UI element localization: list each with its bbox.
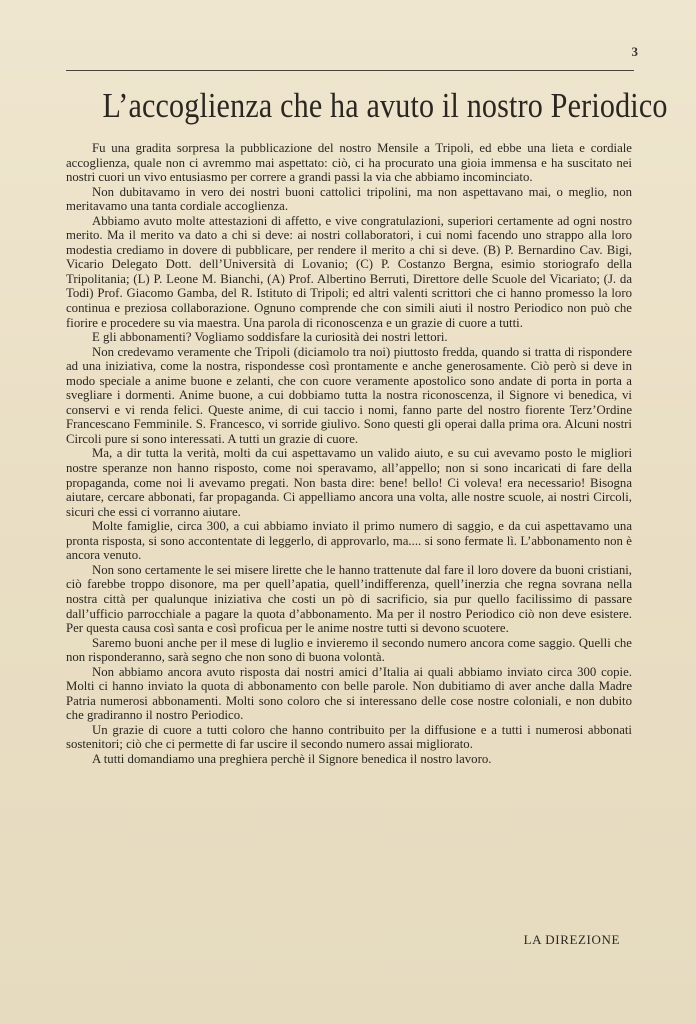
paragraph-12: A tutti domandiamo una preghiera perchè il Signore benedica il nostro lavoro. bbox=[92, 751, 492, 766]
paragraph-1: Fu una gradita sorpresa la pubblicazione del nostro Mensile a Tripoli, ed ebbe una lieta e cordiale accoglienza, quale non ci avremmo mai aspettato: ciò, ci ha procurato una gioia immensa e ha suscitato nei nostri cuori un vivo entusiasmo per correre a grandi passi la via che abbiamo incominciato. bbox=[66, 141, 632, 185]
signature: LA DIREZIONE bbox=[523, 932, 620, 947]
paragraph-3: Abbiamo avuto molte attestazioni di affetto, e vive congratulazioni, superiori certamente ad ogni nostro merito. Ma il merito va dato a chi si deve: ai nostri collaboratori, i cui nomi facendo uno strappo alla loro modestia crediamo in dovere di pubblicare, per rendere il merito a chi si deve. (B) P. Bernardino Cav. Bigi, Vicario Delegato Dott. dell’Università di Lovanio; (C) P. Costanzo Bergna, esimio storiografo della Tripolitania; (L) P. Leone M. Bianchi, (A) Prof. Albertino Berruti, Direttore delle Scuole del Vicariato; (J. da Todi) Prof. Giacomo Gamba, del R. Istituto di Tripoli; ed altri valenti scrittori che ci hanno promesso la loro continua e preziosa collaborazione. Ognuno comprende che con simili aiuti il nostro Periodico non può che fiorire e procedere su via maestra. Una parola di riconoscenza e un grazie di cuore a tutti. bbox=[66, 213, 632, 330]
paragraph-2: Non dubitavamo in vero dei nostri buoni cattolici tripolini, ma non aspettavano mai, o meglio, non meritavamo una tanta cordiale accoglienza. bbox=[66, 184, 632, 214]
paragraph-10: Non abbiamo ancora avuto risposta dai nostri amici d’Italia ai quali abbiamo inviato circa 300 copie. Molti ci hanno inviato la quota di abbonamento con belle parole. Non dubitiamo di aver anche dalla Madre Patria numerosi abbonamenti. Molti sono coloro che si interessano delle cose nostre coloniali, e non dubito che gradiranno il nostro Periodico. bbox=[66, 664, 632, 723]
header-rule bbox=[66, 70, 634, 71]
paragraph-11: Un grazie di cuore a tutti coloro che hanno contribuito per la diffusione e a tutti i numerosi abbonati sostenitori; ciò che ci permette di far uscire il secondo numero assai migliorato. bbox=[66, 722, 632, 752]
paragraph-9: Saremo buoni anche per il mese di luglio e invieremo il secondo numero ancora come saggio. Quelli che non risponderanno, sarà segno che non sono di buona volontà. bbox=[66, 635, 632, 665]
paragraph-4: E gli abbonamenti? Vogliamo soddisfare la curiosità dei nostri lettori. bbox=[92, 330, 448, 345]
article-title: L’accoglienza che ha avuto il nostro Periodico bbox=[102, 86, 668, 125]
article-body bbox=[66, 141, 632, 767]
paragraph-8: Non sono certamente le sei misere lirette che le hanno trattenute dal fare il loro dovere da buoni cristiani, ciò farebbe troppo disonore, ma per quell’apatia, quell’indifferenza, quell’inerzia che regna sovrana nella nostra città per qualunque iniziativa che costi un pò di sacrificio, sia pur quello facilissimo di passare dall’ufficio parrocchiale a pagare la quota d’abbonamento. Ma per il nostro Periodico ciò non deve esistere. Per questa causa così santa e così proficua per le anime nostre tutti si devono scuotere. bbox=[66, 562, 632, 636]
paragraph-7: Molte famiglie, circa 300, a cui abbiamo inviato il primo numero di saggio, e da cui aspettavamo una pronta risposta, si sono accontentate di leggerlo, di approvarlo, ma.... si sono fermate lì. L’abbonamento non è ancora venuto. bbox=[66, 519, 632, 563]
page-number: 3 bbox=[631, 44, 638, 59]
paragraph-6: Ma, a dir tutta la verità, molti da cui aspettavamo un valido aiuto, e su cui avevamo posto le migliori nostre speranze non hanno risposto, come noi speravamo, all’appello; non si sono incaricati di fare della propaganda, come noi li avevamo pregati. Non basta dire: bene! bello! Ci voleva! era necessario! Bisogna aiutare, cercare abbonati, far propaganda. Ci appelliamo ancora una volta, alle nostre scuole, ai nostri Circoli, sicuri che essi ci vorranno aiutare. bbox=[66, 446, 632, 519]
paragraph-5: Non credevamo veramente che Tripoli (diciamolo tra noi) piuttosto fredda, quando si tratta di rispondere ad una iniziativa, come la nostra, rispondesse così prontamente e anche generosamente. Ciò però si deve in modo speciale a anime buone e zelanti, che con cuore veramente apostolico sono andate di porta in porta a svegliare i dormenti. Anime buone, a cui dobbiamo tutta la nostra riconoscenza, il Signore vi benedica, vi conservi e vi renda felici. Queste anime, di cui taccio i nomi, fanno parte del nostro fiorente Terz’Ordine Francescano Femminile. S. Francesco, vi sorride giulivo. Sono questi gli operai dalla prima ora. Alcuni nostri Circoli pure si sono interessati. A tutti un grazie di cuore. bbox=[66, 344, 632, 446]
